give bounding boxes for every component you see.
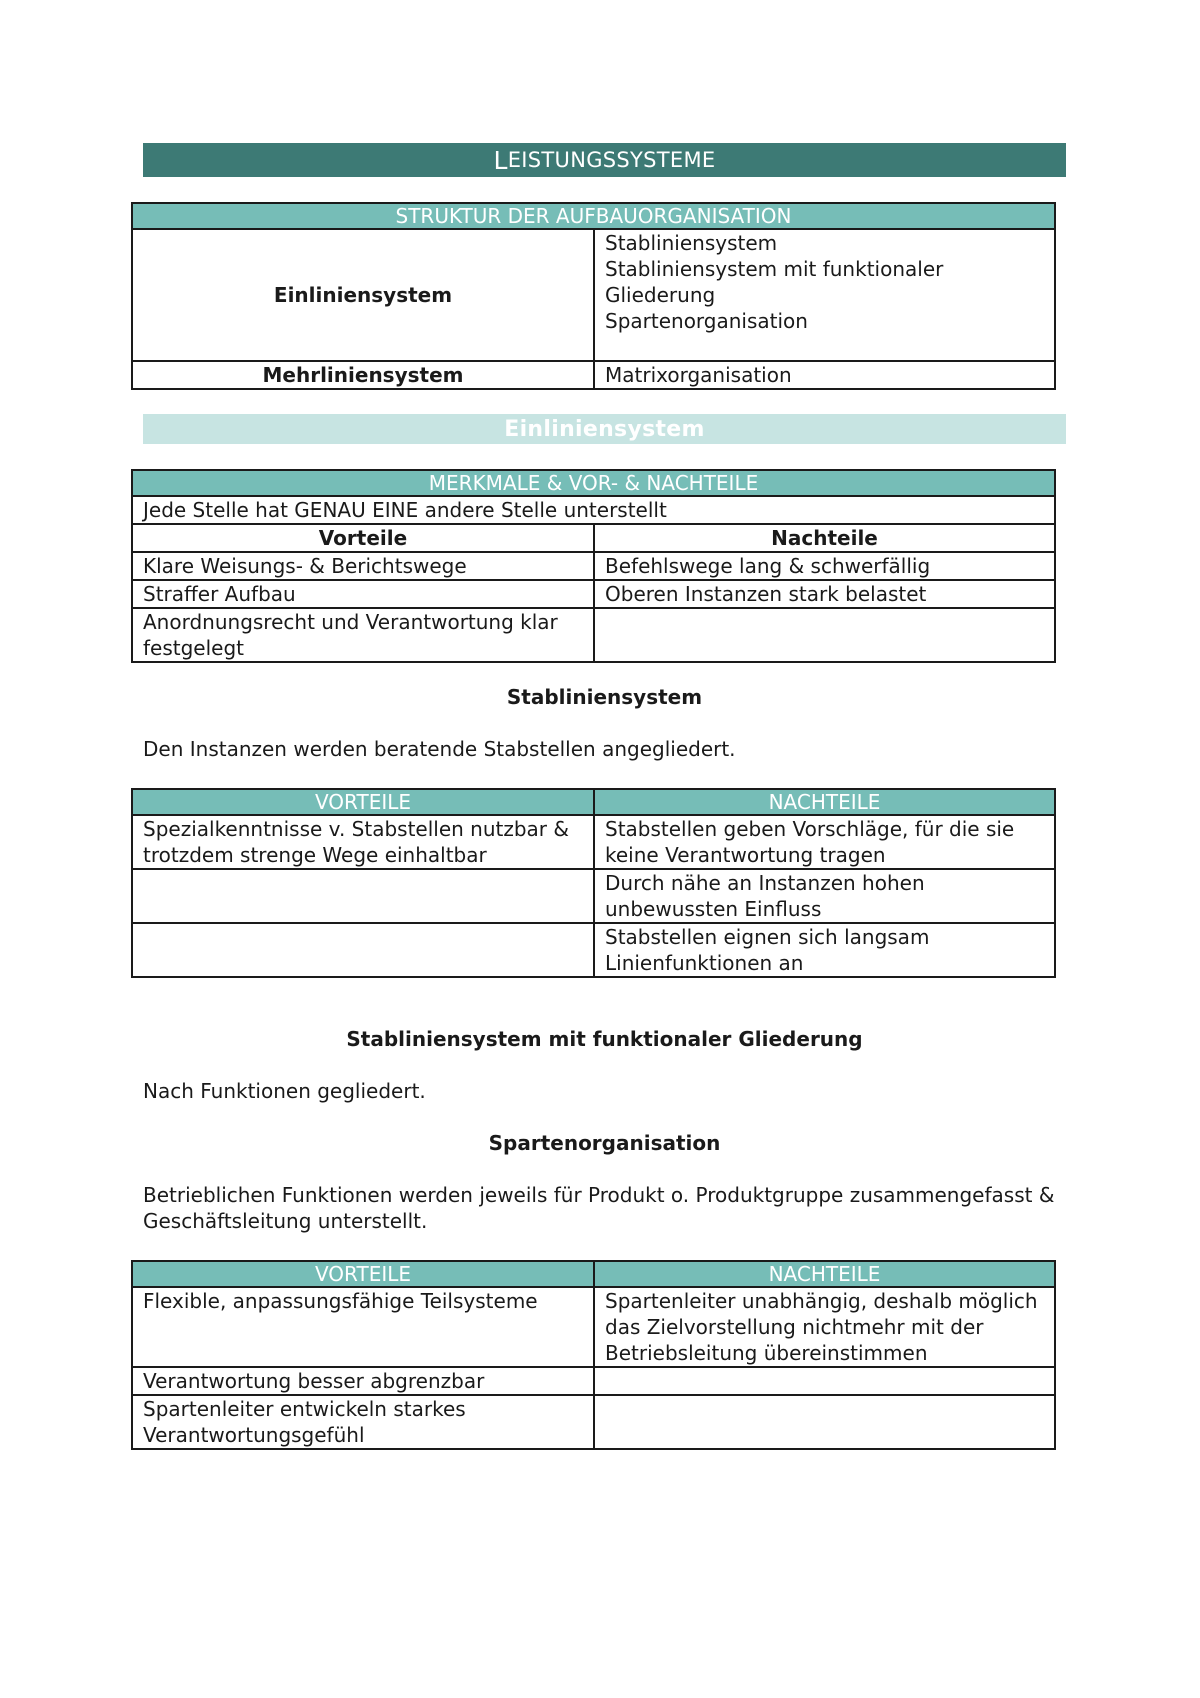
structure-right-cell xyxy=(594,361,1055,389)
stablinien-table xyxy=(131,788,1056,978)
table-row xyxy=(132,1395,1055,1449)
column-header-vorteile: VORTEILE xyxy=(132,789,594,815)
structure-left-cell: Einliniensystem xyxy=(132,229,594,361)
vorteil-cell: Straffer Aufbau xyxy=(132,580,594,608)
vorteil-cell: Flexible, anpassungsfähige Teilsysteme xyxy=(132,1287,594,1367)
table-row xyxy=(132,815,1055,869)
column-header-nachteile: Nachteile xyxy=(594,524,1055,552)
funktional-heading: Stabliniensystem mit funktionaler Gliederung xyxy=(346,1027,863,1051)
table-row xyxy=(132,524,1055,552)
column-header-vorteile: Vorteile xyxy=(132,524,594,552)
vorteil-cell xyxy=(132,869,594,923)
table-row xyxy=(132,1367,1055,1395)
structure-item: Spartenorganisation xyxy=(605,309,808,333)
structure-item: Stabliniensystem xyxy=(605,231,778,255)
table-row xyxy=(132,580,1055,608)
features-table xyxy=(131,469,1056,663)
nachteil-cell: Stabstellen eignen sich langsam Linienfunktionen an xyxy=(594,923,1055,977)
nachteil-cell: Oberen Instanzen stark belastet xyxy=(594,580,1055,608)
page-title-rest: EISTUNGSSYSTEME xyxy=(507,148,716,172)
page-title-initial: L xyxy=(493,145,508,175)
structure-left-cell: Mehrliniensystem xyxy=(132,361,594,389)
nachteil-cell: Spartenleiter unabhängig, deshalb möglich das Zielvorstellung nichtmehr mit der Betriebsleitung übereinstimmen xyxy=(594,1287,1055,1367)
page-title xyxy=(143,143,1066,177)
section-banner: Einliniensystem xyxy=(143,414,1066,444)
column-header-nachteile: NACHTEILE xyxy=(594,1261,1055,1287)
column-header-nachteile: NACHTEILE xyxy=(594,789,1055,815)
structure-right-cell xyxy=(594,229,1055,361)
table-row xyxy=(132,608,1055,662)
table-row xyxy=(132,552,1055,580)
funktional-text: Nach Funktionen gegliedert. xyxy=(143,1079,426,1103)
structure-table-header: STRUKTUR DER AUFBAUORGANISATION xyxy=(132,203,1055,229)
table-row xyxy=(132,361,1055,389)
sparten-table xyxy=(131,1260,1056,1450)
table-row xyxy=(132,1287,1055,1367)
nachteil-cell xyxy=(594,608,1055,662)
structure-table xyxy=(131,202,1056,390)
column-header-vorteile: VORTEILE xyxy=(132,1261,594,1287)
vorteil-cell: Spezialkenntnisse v. Stabstellen nutzbar & trotzdem strenge Wege einhaltbar xyxy=(132,815,594,869)
vorteil-cell: Spartenleiter entwickeln starkes Verantwortungsgefühl xyxy=(132,1395,594,1449)
vorteil-cell: Anordnungsrecht und Verantwortung klar festgelegt xyxy=(132,608,594,662)
nachteil-cell: Stabstellen geben Vorschläge, für die sie keine Verantwortung tragen xyxy=(594,815,1055,869)
vorteil-cell: Klare Weisungs- & Berichtswege xyxy=(132,552,594,580)
nachteil-cell: Befehlswege lang & schwerfällig xyxy=(594,552,1055,580)
nachteil-cell: Durch nähe an Instanzen hohen unbewussten Einfluss xyxy=(594,869,1055,923)
nachteil-cell xyxy=(594,1395,1055,1449)
table-row xyxy=(132,496,1055,524)
table-row xyxy=(132,923,1055,977)
stablinien-heading: Stabliniensystem xyxy=(506,685,703,709)
table-row xyxy=(132,229,1055,361)
sparten-text: Betrieblichen Funktionen werden jeweils für Produkt o. Produktgruppe zusammengefasst & Geschäftsleitung unterstellt. xyxy=(143,1183,1055,1233)
vorteil-cell: Verantwortung besser abgrenzbar xyxy=(132,1367,594,1395)
sparten-heading: Spartenorganisation xyxy=(488,1131,721,1155)
features-description: Jede Stelle hat GENAU EINE andere Stelle unterstellt xyxy=(132,496,1055,524)
structure-item: Stabliniensystem mit funktionaler Gliederung xyxy=(605,257,944,307)
table-row xyxy=(132,869,1055,923)
nachteil-cell xyxy=(594,1367,1055,1395)
features-table-header: MERKMALE & VOR- & NACHTEILE xyxy=(132,470,1055,496)
structure-item: Matrixorganisation xyxy=(605,363,792,387)
vorteil-cell xyxy=(132,923,594,977)
stablinien-text: Den Instanzen werden beratende Stabstellen angegliedert. xyxy=(143,737,736,761)
